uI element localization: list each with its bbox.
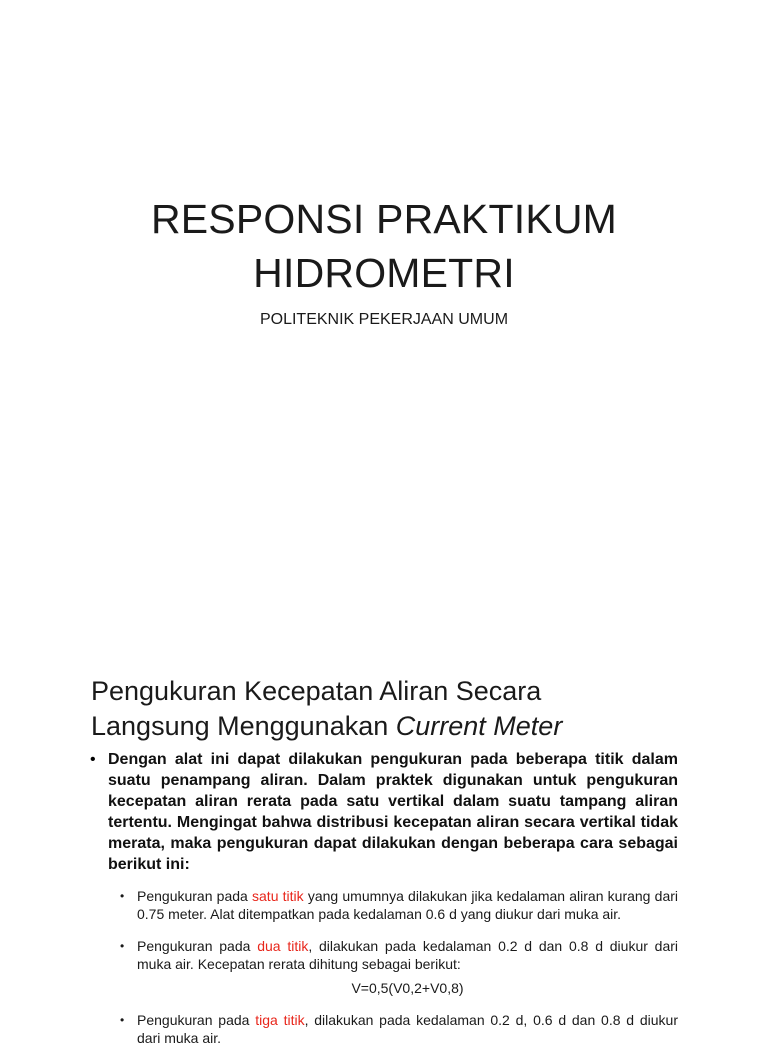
sub-bullet-text bbox=[137, 1011, 678, 1047]
highlight-term: satu titik bbox=[252, 888, 304, 904]
sub-bullet-text bbox=[137, 937, 678, 973]
bullet-icon: • bbox=[120, 939, 125, 953]
sub-bullet-suffix: , dilakukan pada kedalaman 0.2 d dan 0.8 d diukur dari muka air. Kecepatan rerata dihitung sebagai berikut: bbox=[137, 938, 679, 972]
bullet-icon: • bbox=[120, 1013, 125, 1027]
section-heading-line-1: Pengukuran Kecepatan Aliran Secara bbox=[91, 676, 542, 706]
slide-title-line-1: RESPONSI PRAKTIKUM bbox=[150, 196, 618, 242]
sub-bullet-suffix: yang umumnya dilakukan jika kedalaman aliran kurang dari 0.75 meter. Alat ditempatkan pada kedalaman 0.6 d yang diukur dari muka air. bbox=[137, 888, 678, 922]
sub-bullet-text bbox=[137, 887, 678, 923]
slide-title bbox=[0, 192, 768, 300]
sub-bullet-list bbox=[120, 887, 678, 1061]
section-heading-line-2 bbox=[91, 709, 711, 744]
sub-bullet-item bbox=[120, 887, 678, 923]
sub-bullet-item bbox=[120, 937, 678, 973]
content-slide bbox=[0, 660, 768, 1046]
main-bullet-text: Dengan alat ini dapat dilakukan pengukuran pada beberapa titik dalam suatu penampang aliran. Dalam praktek digunakan untuk pengukuran kecepatan aliran rerata pada satu vertikal dalam suatu tampang aliran tertentu. Mengingat bahwa distribusi kecepatan aliran secara vertikal tidak merata, maka pengukuran dapat dilakukan dengan beberapa cara sebagai berikut ini: bbox=[108, 751, 678, 873]
highlight-term: dua titik bbox=[257, 938, 309, 954]
bullet-icon: • bbox=[120, 889, 125, 903]
slide-title-line-2: HIDROMETRI bbox=[253, 250, 515, 296]
section-heading bbox=[91, 674, 711, 744]
sub-bullet-prefix: Pengukuran pada bbox=[137, 938, 258, 954]
bullet-icon: • bbox=[90, 751, 96, 768]
sub-bullet-suffix: , dilakukan pada kedalaman 0.2 d, 0.6 d dan 0.8 d diukur dari muka air. bbox=[137, 1012, 678, 1046]
heading-italic-term: Current Meter bbox=[395, 711, 563, 741]
sub-bullet-prefix: Pengukuran pada bbox=[137, 888, 253, 904]
highlight-term: tiga titik bbox=[255, 1012, 305, 1028]
sub-bullet-item bbox=[120, 1011, 678, 1047]
main-bullet bbox=[90, 749, 678, 875]
heading-prefix: Langsung Menggunakan bbox=[91, 711, 396, 741]
slide-subtitle: POLITEKNIK PEKERJAAN UMUM bbox=[259, 311, 509, 328]
velocity-formula: V=0,5(V0,2+V0,8) bbox=[351, 980, 464, 996]
sub-bullet-prefix: Pengukuran pada bbox=[137, 1012, 256, 1028]
